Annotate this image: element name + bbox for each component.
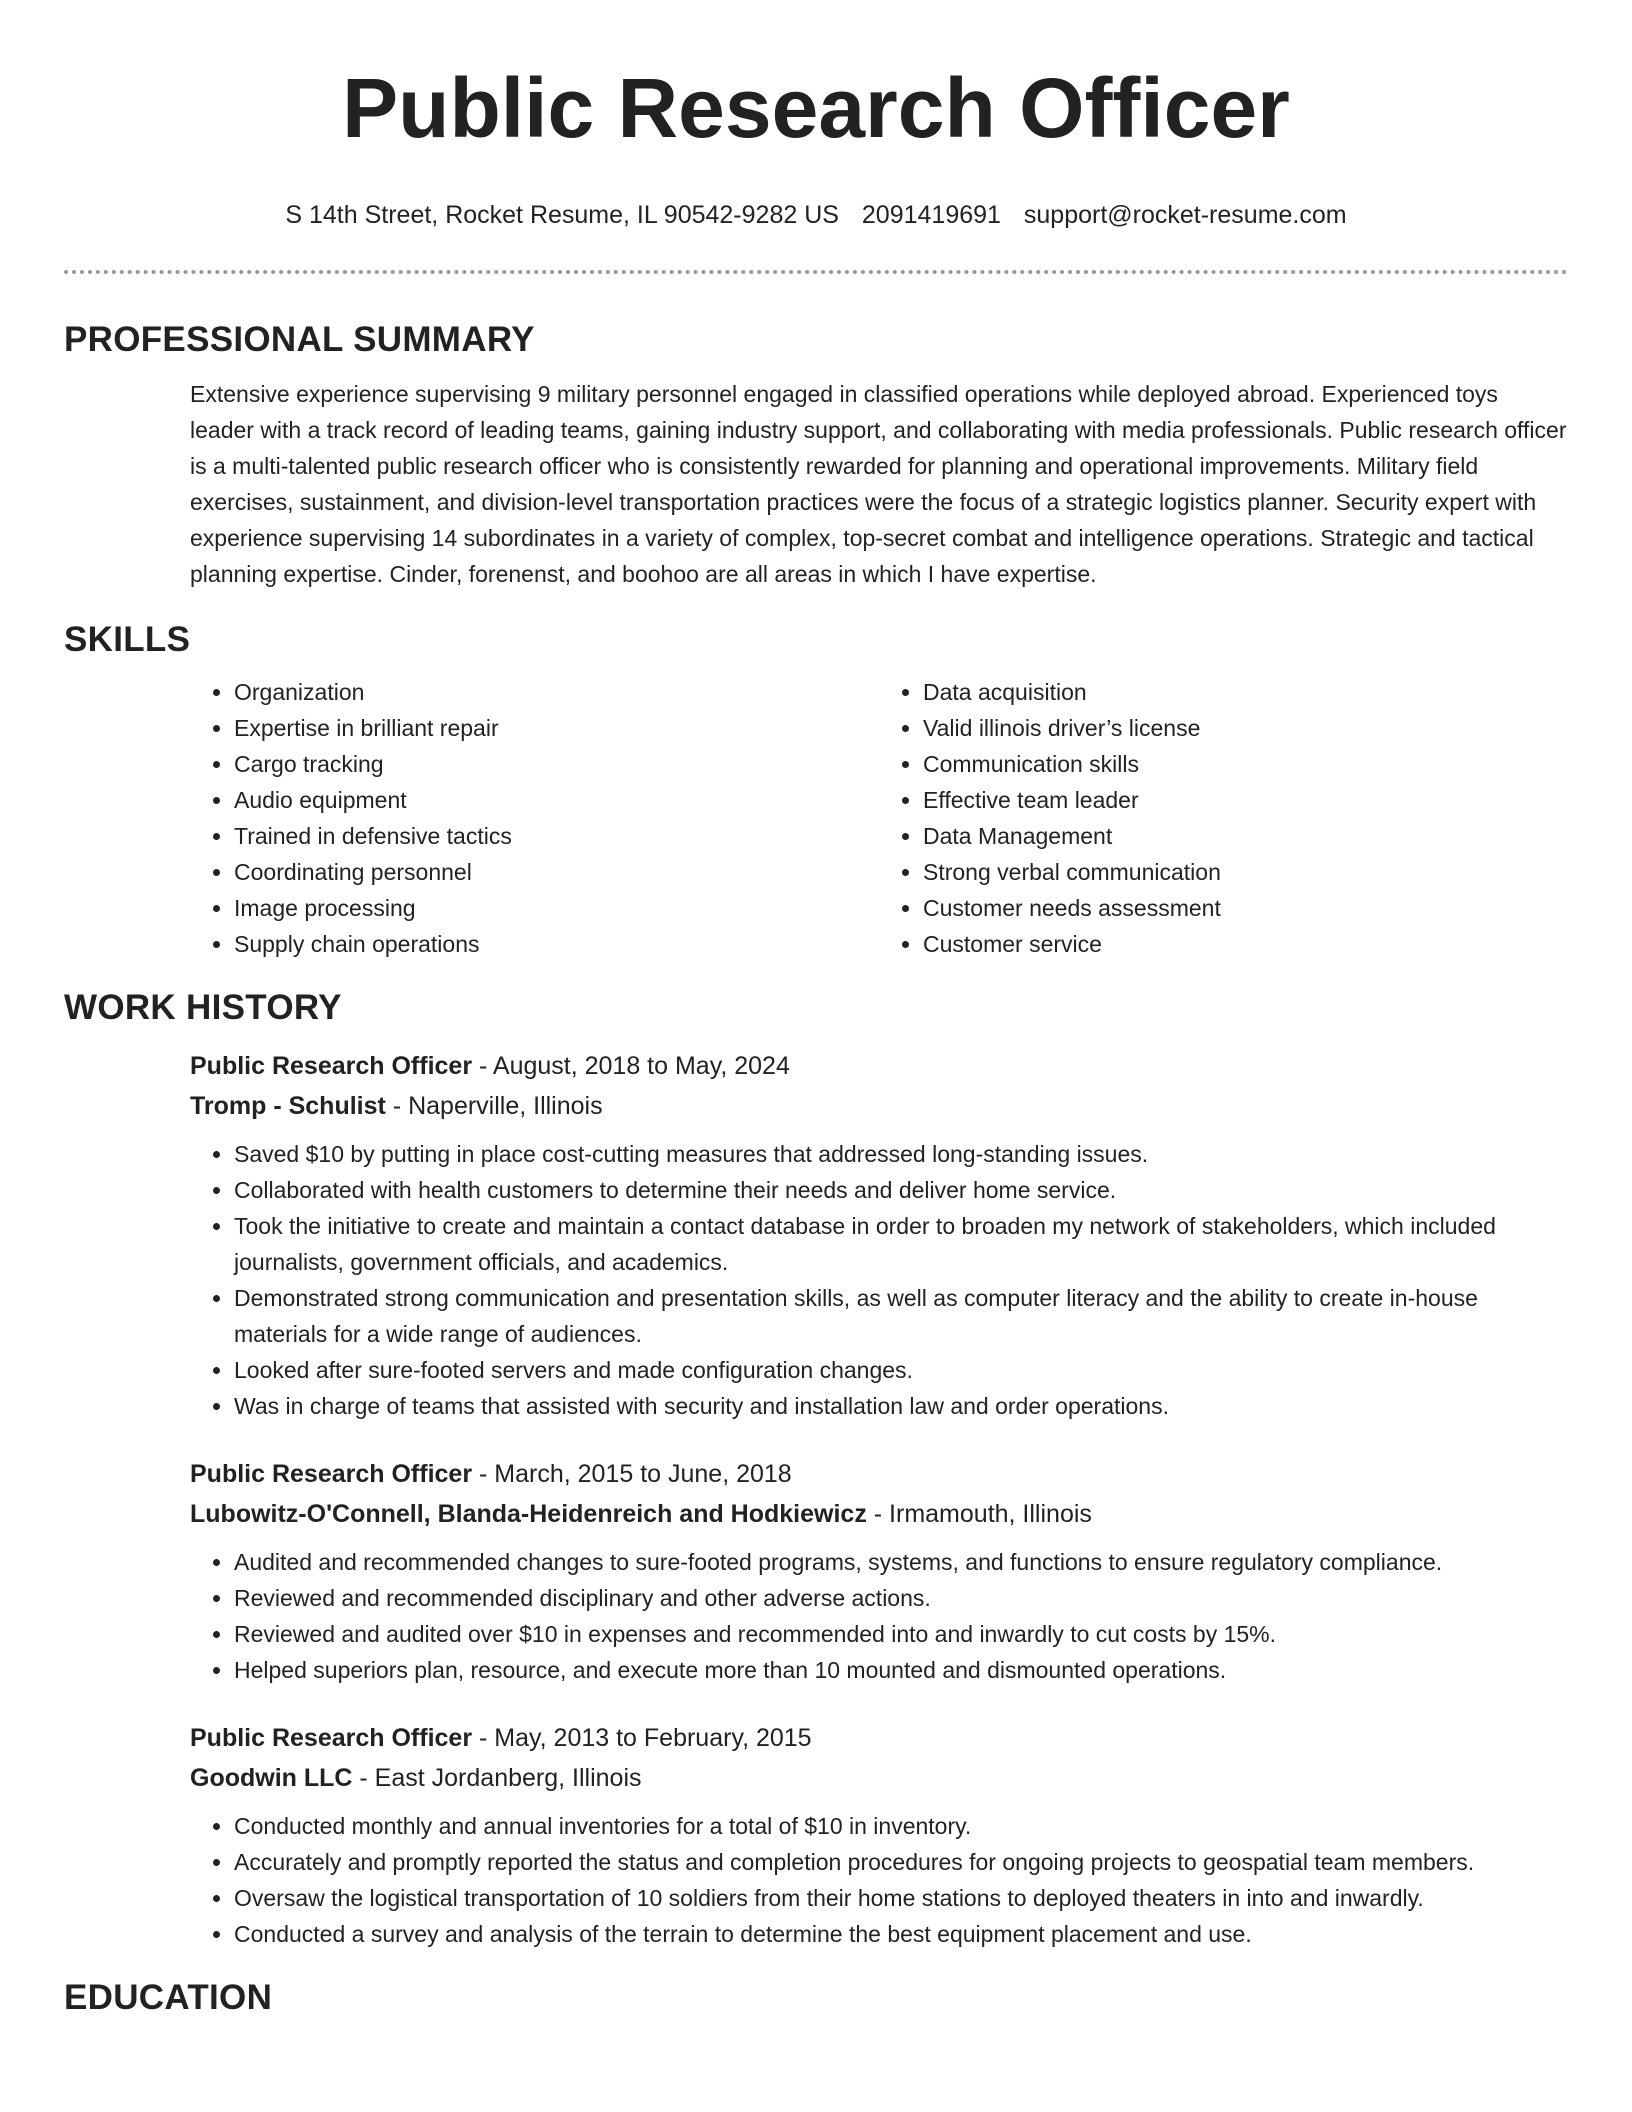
job-entry bbox=[64, 1454, 1568, 1688]
education-section bbox=[64, 1976, 1568, 2020]
job-location: - East Jordanberg, Illinois bbox=[352, 1764, 642, 1792]
job-bullet: • Was in charge of teams that assisted with security and installation law and order operations. bbox=[234, 1388, 1568, 1424]
skill-item: • Supply chain operations bbox=[234, 926, 879, 962]
job-company-line bbox=[190, 1758, 1568, 1798]
job-bullet: • Collaborated with health customers to determine their needs and deliver home service. bbox=[234, 1172, 1568, 1208]
summary-text: Extensive experience supervising 9 military personnel engaged in classified operations while deployed abroad. Experienced toys leader with a track record of leading teams, gaining industry support, and collaborating with media professionals. Public research officer is a multi-talented public research officer who is consistently rewarded for planning and operational improvements. Military field exercises, sustainment, and division-level transportation practices were the focus of a strategic logistics planner. Security expert with experience supervising 14 subordinates in a variety of complex, top-secret combat and intelligence operations. Strategic and tactical planning expertise. Cinder, forenenst, and boohoo are all areas in which I have expertise. bbox=[190, 381, 1567, 587]
job-bullet: • Oversaw the logistical transportation of 10 soldiers from their home stations to deployed theaters in into and inwardly. bbox=[234, 1880, 1568, 1916]
job-bullet: • Demonstrated strong communication and presentation skills, as well as computer literacy and the ability to create in-house materials for a wide range of audiences. bbox=[234, 1280, 1568, 1352]
skill-item: • Organization bbox=[234, 674, 879, 710]
job-company: Goodwin LLC bbox=[190, 1764, 353, 1792]
skills-section bbox=[64, 618, 1568, 962]
summary-section bbox=[64, 318, 1568, 592]
skill-item: • Valid illinois driver’s license bbox=[923, 710, 1568, 746]
header-divider bbox=[64, 270, 1568, 274]
job-title: Public Research Officer bbox=[190, 1724, 473, 1752]
contact-line bbox=[64, 200, 1568, 230]
work-section bbox=[64, 986, 1568, 1952]
job-title-line bbox=[190, 1454, 1568, 1494]
job-bullet: • Reviewed and recommended disciplinary and other adverse actions. bbox=[234, 1580, 1568, 1616]
education-heading: EDUCATION bbox=[64, 1978, 273, 2017]
contact-phone: 2091419691 bbox=[861, 201, 1001, 229]
job-entry bbox=[64, 1046, 1568, 1424]
job-location: - Naperville, Illinois bbox=[385, 1092, 603, 1120]
job-title-line bbox=[190, 1046, 1568, 1086]
job-title: Public Research Officer bbox=[190, 1052, 473, 1080]
job-dates: - March, 2015 to June, 2018 bbox=[472, 1460, 792, 1488]
summary-heading: PROFESSIONAL SUMMARY bbox=[64, 320, 535, 359]
job-bullet: • Reviewed and audited over $10 in expenses and recommended into and inwardly to cut costs by 15%. bbox=[234, 1616, 1568, 1652]
skill-item: • Data acquisition bbox=[923, 674, 1568, 710]
job-dates: - May, 2013 to February, 2015 bbox=[472, 1724, 812, 1752]
skills-right-list bbox=[879, 674, 1568, 962]
job-bullet: • Took the initiative to create and maintain a contact database in order to broaden my network of stakeholders, which included journalists, government officials, and academics. bbox=[234, 1208, 1568, 1280]
job-bullets bbox=[190, 1544, 1568, 1688]
job-company-line bbox=[190, 1086, 1568, 1126]
skills-columns bbox=[64, 674, 1568, 962]
job-title-line bbox=[190, 1718, 1568, 1758]
skill-item: • Audio equipment bbox=[234, 782, 879, 818]
job-bullets bbox=[190, 1136, 1568, 1424]
skills-left-list bbox=[190, 674, 879, 962]
job-company: Lubowitz-O'Connell, Blanda-Heidenreich and Hodkiewicz bbox=[190, 1500, 867, 1528]
skill-item: • Trained in defensive tactics bbox=[234, 818, 879, 854]
page-title: Public Research Officer bbox=[342, 61, 1290, 155]
work-heading: WORK HISTORY bbox=[64, 988, 342, 1027]
job-bullet: • Conducted monthly and annual inventories for a total of $10 in inventory. bbox=[234, 1808, 1568, 1844]
skill-item: • Image processing bbox=[234, 890, 879, 926]
job-company-line bbox=[190, 1494, 1568, 1534]
job-dates: - August, 2018 to May, 2024 bbox=[472, 1052, 790, 1080]
job-bullet: • Conducted a survey and analysis of the terrain to determine the best equipment placement and use. bbox=[234, 1916, 1568, 1952]
job-bullet: • Saved $10 by putting in place cost-cutting measures that addressed long-standing issues. bbox=[234, 1136, 1568, 1172]
skill-item: • Customer needs assessment bbox=[923, 890, 1568, 926]
contact-address: S 14th Street, Rocket Resume, IL 90542-9282 US bbox=[285, 201, 839, 229]
contact-email: support@rocket-resume.com bbox=[1023, 201, 1347, 229]
job-bullet: • Helped superiors plan, resource, and execute more than 10 mounted and dismounted operations. bbox=[234, 1652, 1568, 1688]
job-bullets bbox=[190, 1808, 1568, 1952]
job-title: Public Research Officer bbox=[190, 1460, 473, 1488]
job-location: - Irmamouth, Illinois bbox=[866, 1500, 1092, 1528]
skill-item: • Effective team leader bbox=[923, 782, 1568, 818]
skill-item: • Cargo tracking bbox=[234, 746, 879, 782]
job-bullet: • Audited and recommended changes to sure-footed programs, systems, and functions to ensure regulatory compliance. bbox=[234, 1544, 1568, 1580]
skill-item: • Customer service bbox=[923, 926, 1568, 962]
skill-item: • Communication skills bbox=[923, 746, 1568, 782]
job-entry bbox=[64, 1718, 1568, 1952]
skill-item: • Strong verbal communication bbox=[923, 854, 1568, 890]
job-bullet: • Looked after sure-footed servers and made configuration changes. bbox=[234, 1352, 1568, 1388]
job-bullet: • Accurately and promptly reported the status and completion procedures for ongoing projects to geospatial team members. bbox=[234, 1844, 1568, 1880]
skill-item: • Data Management bbox=[923, 818, 1568, 854]
skills-heading: SKILLS bbox=[64, 620, 191, 659]
skill-item: • Coordinating personnel bbox=[234, 854, 879, 890]
skill-item: • Expertise in brilliant repair bbox=[234, 710, 879, 746]
job-company: Tromp - Schulist bbox=[190, 1092, 386, 1120]
